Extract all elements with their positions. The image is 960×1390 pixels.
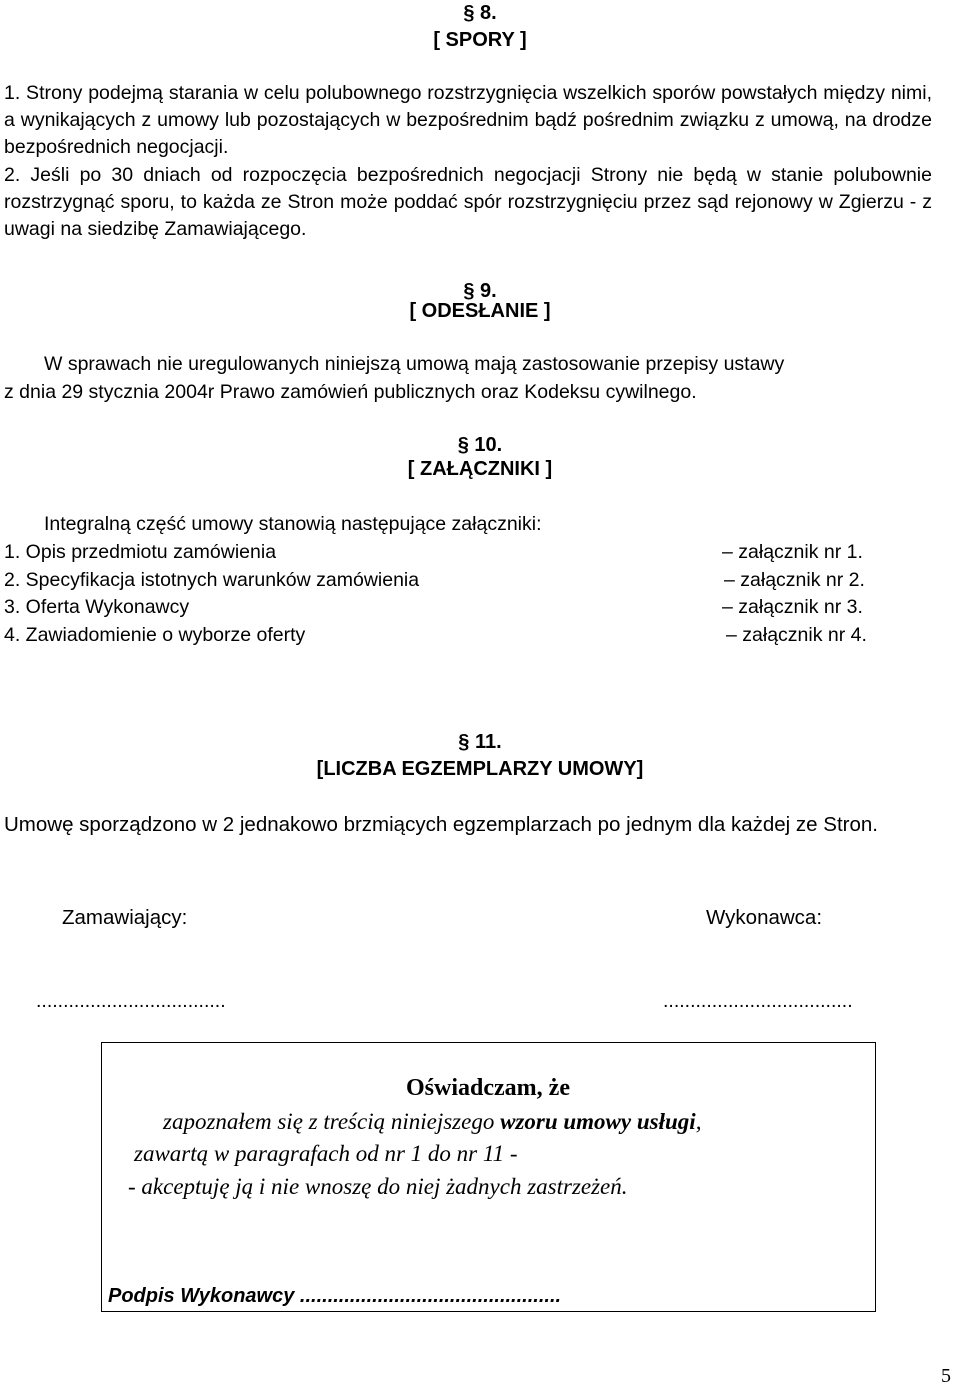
page-number: 5: [941, 1365, 951, 1387]
declaration-line-3: - akceptuję ją i nie wnoszę do niej żadnych zastrzeżeń.: [128, 1174, 628, 1199]
section-8-number: § 8.: [463, 2, 497, 24]
declaration-heading: Oświadczam, że: [406, 1075, 570, 1101]
attachment-1-ref: – załącznik nr 1.: [722, 541, 863, 563]
section-9-line-2: z dnia 29 stycznia 2004r Prawo zamówień publicznych oraz Kodeksu cywilnego.: [4, 381, 697, 403]
section-9-title: [ ODESŁANIE ]: [409, 300, 551, 322]
attachment-4-ref: – załącznik nr 4.: [726, 624, 867, 646]
declaration-line-2: zawartą w paragrafach od nr 1 do nr 11 -: [134, 1141, 518, 1166]
section-9-line-1: W sprawach nie uregulowanych niniejszą umową mają zastosowanie przepisy ustawy: [44, 353, 785, 375]
attachment-4-label: 4. Zawiadomienie o wyborze oferty: [4, 624, 306, 646]
attachment-3-label: 3. Oferta Wykonawcy: [4, 596, 190, 618]
signature-label-client: Zamawiający:: [62, 906, 188, 929]
section-9-number: § 9.: [463, 280, 497, 302]
declaration-line-1-bold: wzoru umowy usługi: [500, 1109, 696, 1134]
declaration-line-1-pre: zapoznałem się z treścią niniejszego: [163, 1109, 501, 1134]
signature-line-client: ...................................: [36, 990, 226, 1012]
section-10-intro: Integralną część umowy stanowią następujące załączniki:: [44, 513, 542, 535]
section-8-paragraph-1: 1. Strony podejmą starania w celu polubownego rozstrzygnięcia wszelkich sporów powstałych między nimi, a wynikających z umowy lub pozostających w bezpośrednim bądź pośrednim związku z umową, na drodze bezpośrednich negocjacji.: [4, 82, 932, 158]
declaration-line-1-post: ,: [695, 1109, 702, 1134]
section-11-text: Umowę sporządzono w 2 jednakowo brzmiących egzemplarzach po jednym dla każdej ze Stron.: [4, 813, 878, 836]
attachment-2-ref: – załącznik nr 2.: [724, 569, 865, 591]
attachment-3-ref: – załącznik nr 3.: [722, 596, 863, 618]
attachment-2-label: 2. Specyfikacja istotnych warunków zamówienia: [4, 569, 420, 591]
section-8-title: [ SPORY ]: [433, 29, 527, 51]
section-8-paragraph-2: 2. Jeśli po 30 dniach od rozpoczęcia bezpośrednich negocjacji Strony nie będą w stanie polubownie rozstrzygnąć sporu, to każda ze Stron może poddać spór rozstrzygnięciu przez sąd rejonowy w Zgierzu - z uwagi na siedzibę Zamawiającego.: [4, 164, 932, 240]
declaration-box: [101, 1042, 876, 1312]
section-11-number: § 11.: [458, 731, 502, 753]
section-10-number: § 10.: [457, 434, 503, 456]
section-11-title: [LICZBA EGZEMPLARZY UMOWY]: [316, 758, 644, 780]
signature-line-contractor: ...................................: [663, 990, 853, 1012]
signature-label-contractor: Wykonawca:: [706, 906, 823, 929]
declaration-line-1: [163, 1109, 701, 1135]
contractor-signature-line: Podpis Wykonawcy ...............................................: [108, 1285, 562, 1307]
section-10-title: [ ZAŁĄCZNIKI ]: [407, 458, 553, 480]
attachment-1-label: 1. Opis przedmiotu zamówienia: [4, 541, 277, 563]
